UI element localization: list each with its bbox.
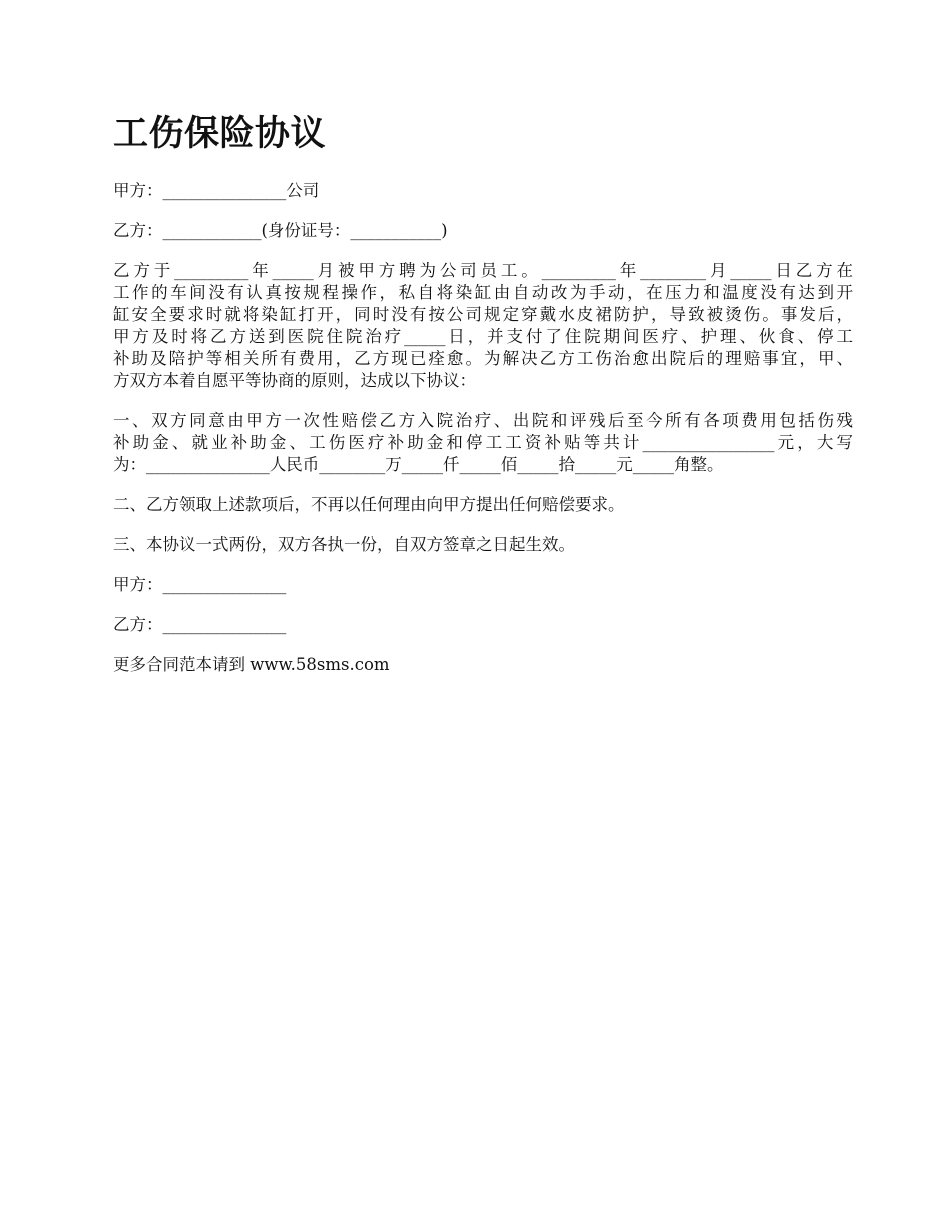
intro-line: 缸安全要求时就将染缸打开，同时没有按公司规定穿戴水皮裙防护，导致被烫伤。事发后， xyxy=(113,305,853,324)
intro-line: 乙方于_________年_____月被甲方聘为公司员工。_________年________月_____日乙方在 xyxy=(113,261,853,280)
intro-line: 甲方及时将乙方送到医院住院治疗_____日，并支付了住院期间医疗、护理、伙食、停工 xyxy=(113,327,853,346)
clause-1-line: 补助金、就业补助金、工伤医疗补助金和停工工资补贴等共计________________元，大写 xyxy=(113,433,853,452)
clause-1 xyxy=(113,410,853,476)
footer-note: 更多合同范本请到 www.58sms.com xyxy=(113,655,390,674)
signature-party-a: 甲方：_______________ xyxy=(113,575,287,594)
clause-2: 二、乙方领取上述款项后，不再以任何理由向甲方提出任何赔偿要求。 xyxy=(113,495,625,514)
party-a-header: 甲方：_______________公司 xyxy=(113,181,320,200)
intro-line: 补助及陪护等相关所有费用，乙方现已痊愈。为解决乙方工伤治愈出院后的理赔事宜，甲、 xyxy=(113,349,853,368)
clause-1-line: 为：_______________人民币________万_____仟_____佰_____拾_____元_____角整。 xyxy=(113,455,724,474)
party-b-header: 乙方：____________(身份证号：___________) xyxy=(113,221,448,240)
clause-1-line: 一、双方同意由甲方一次性赔偿乙方入院治疗、出院和评残后至今所有各项费用包括伤残 xyxy=(113,411,853,430)
intro-paragraph xyxy=(113,260,853,392)
document-page xyxy=(113,110,853,694)
intro-line: 工作的车间没有认真按规程操作，私自将染缸由自动改为手动，在压力和温度没有达到开 xyxy=(113,283,853,302)
signature-party-b: 乙方：_______________ xyxy=(113,615,287,634)
clause-3: 三、本协议一式两份，双方各执一份，自双方签章之日起生效。 xyxy=(113,535,575,554)
intro-line: 方双方本着自愿平等协商的原则，达成以下协议： xyxy=(113,371,476,390)
document-title: 工伤保险协议 xyxy=(113,114,327,154)
